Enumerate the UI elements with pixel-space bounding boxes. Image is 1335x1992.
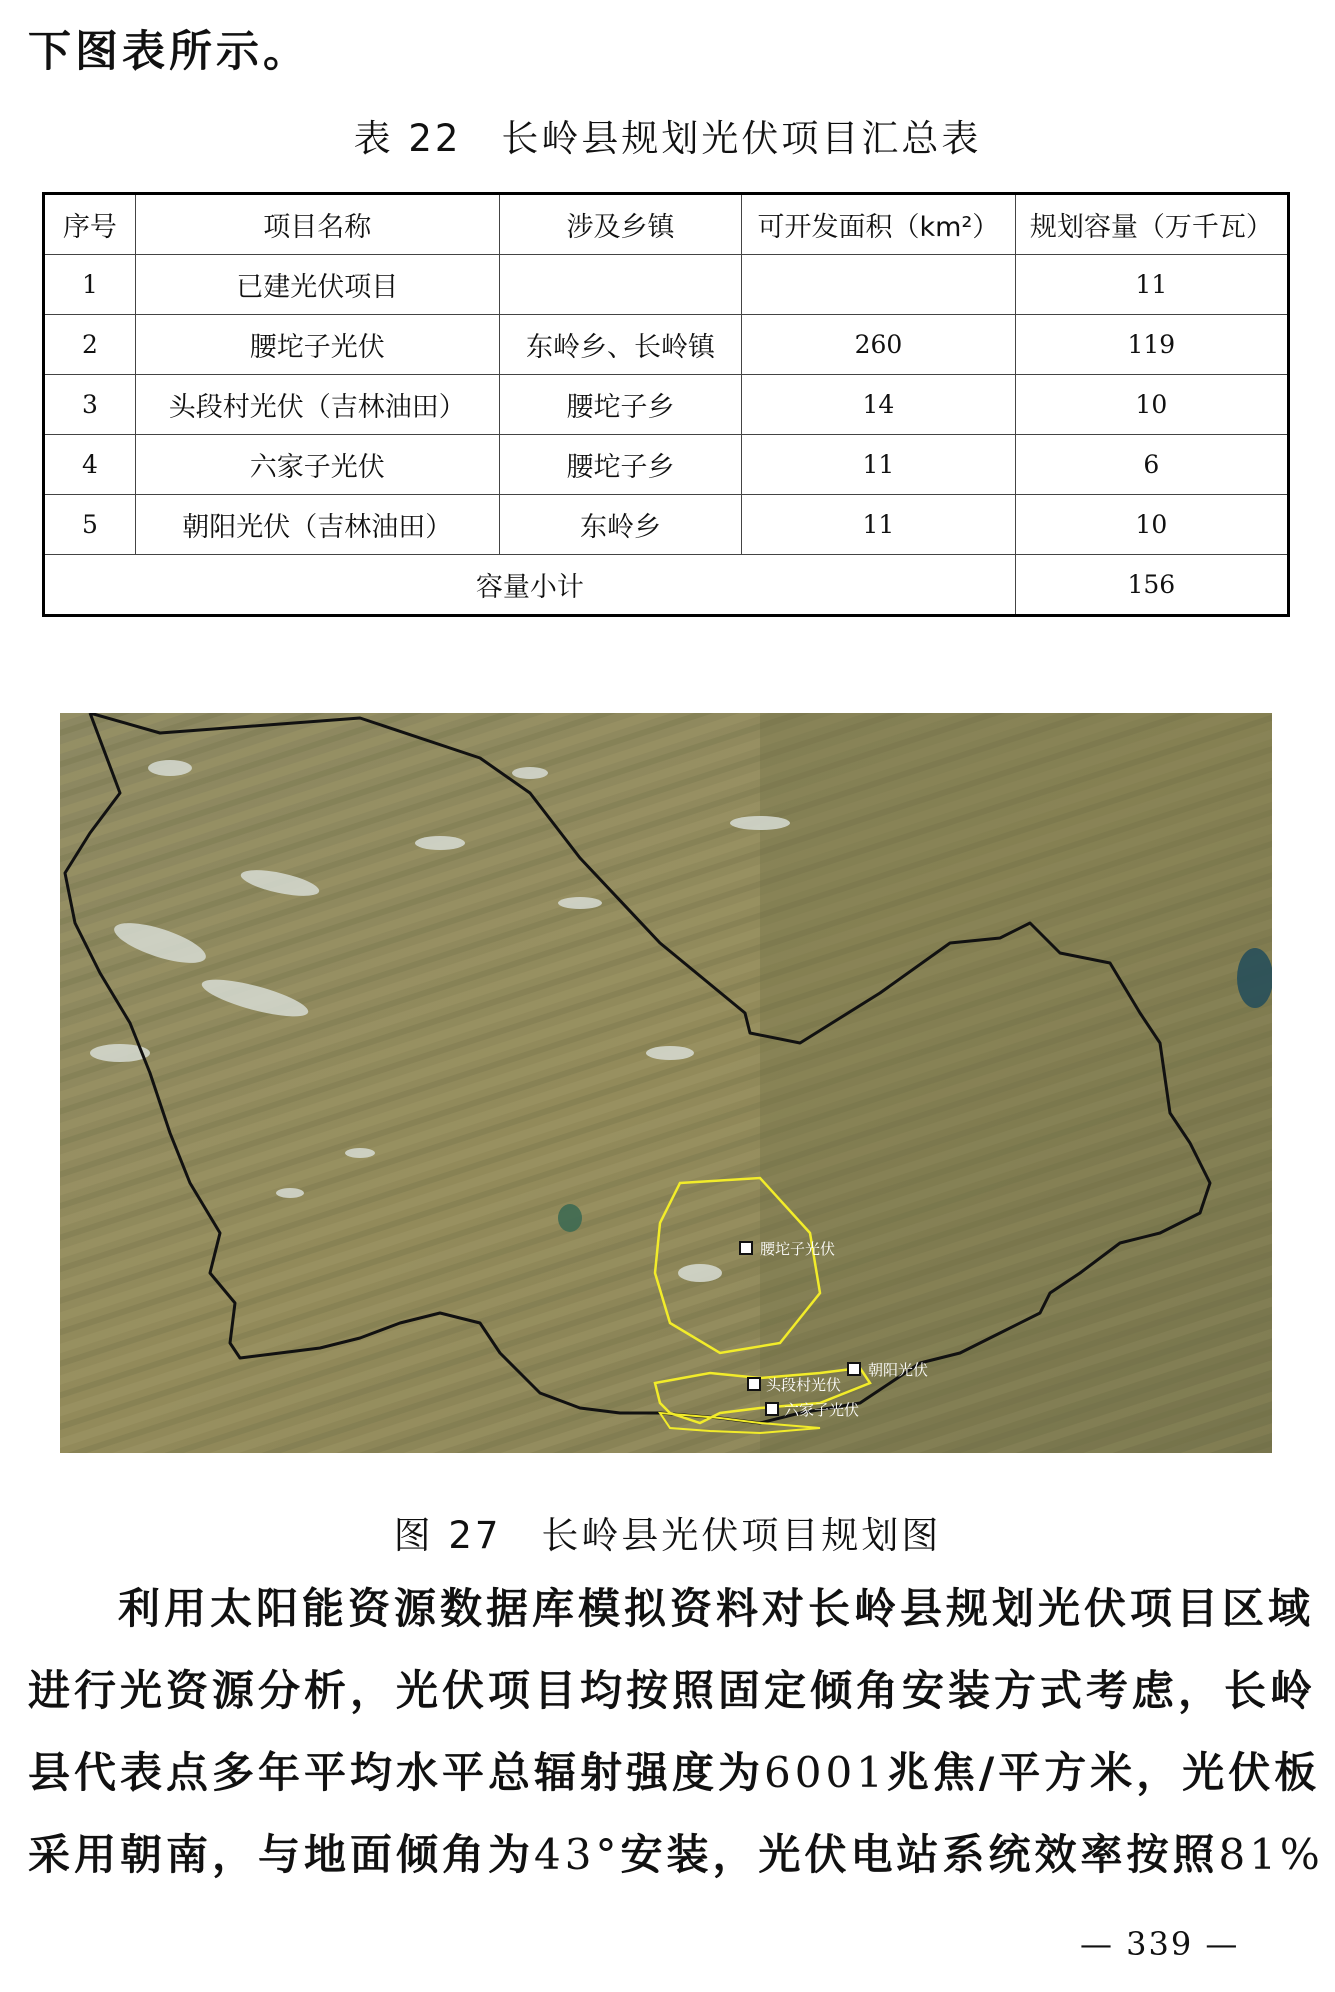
cell-capacity: 10 <box>1015 495 1288 555</box>
paragraph-line-3 <box>28 1732 1321 1814</box>
header-town: 涉及乡镇 <box>499 194 741 255</box>
cell-area <box>742 255 1015 315</box>
cell-name: 腰坨子光伏 <box>135 315 499 375</box>
cell-capacity: 11 <box>1015 255 1288 315</box>
subtotal-row <box>44 555 1289 616</box>
paragraph-line-1: 利用太阳能资源数据库模拟资料对长岭县规划光伏项目区域 <box>118 1584 1315 1633</box>
text-segment: 安装，光伏电站系统效率按照 <box>620 1830 1219 1879</box>
figure-caption: 图 27 长岭县光伏项目规划图 <box>393 1514 942 1557</box>
paragraph-line-4 <box>28 1814 1324 1896</box>
cell-name: 已建光伏项目 <box>135 255 499 315</box>
satellite-map <box>60 713 1272 1453</box>
cell-capacity: 10 <box>1015 375 1288 435</box>
cell-area: 260 <box>742 315 1015 375</box>
table-row <box>44 375 1289 435</box>
liujiazi-label: 六家子光伏 <box>784 1401 860 1419</box>
subtotal-label: 容量小计 <box>44 555 1016 616</box>
paragraph-line-2: 进行光资源分析，光伏项目均按照固定倾角安装方式考虑，长岭 <box>28 1666 1317 1715</box>
cell-town: 腰坨子乡 <box>499 435 741 495</box>
cell-town: 东岭乡、长岭镇 <box>499 315 741 375</box>
cell-no: 4 <box>44 435 136 495</box>
text-segment: 兆焦/平方米，光伏板 <box>886 1748 1321 1797</box>
cell-capacity: 119 <box>1015 315 1288 375</box>
cell-capacity: 6 <box>1015 435 1288 495</box>
cell-no: 1 <box>44 255 136 315</box>
body-paragraph <box>28 1568 1324 1896</box>
cell-name: 六家子光伏 <box>135 435 499 495</box>
toudancun-label: 头段村光伏 <box>766 1376 842 1394</box>
yaotuozi-label: 腰坨子光伏 <box>760 1240 836 1258</box>
subtotal-value: 156 <box>1015 555 1288 616</box>
cell-area: 11 <box>742 435 1015 495</box>
table-row <box>44 255 1289 315</box>
table-row <box>44 435 1289 495</box>
table-caption: 表 22 长岭县规划光伏项目汇总表 <box>353 117 982 160</box>
header-area: 可开发面积（km²） <box>742 194 1015 255</box>
text-segment: 采用朝南，与地面倾角为 <box>28 1830 535 1879</box>
table-header-row <box>44 194 1289 255</box>
solar-projects-table <box>42 192 1290 617</box>
chaoyang-label: 朝阳光伏 <box>868 1361 929 1379</box>
tilt-angle-value: 43° <box>534 1830 621 1879</box>
table-row <box>44 495 1289 555</box>
cell-name: 朝阳光伏（吉林油田） <box>135 495 499 555</box>
header-no: 序号 <box>44 194 136 255</box>
efficiency-value: 81% <box>1218 1830 1324 1879</box>
cell-area: 14 <box>742 375 1015 435</box>
cell-town: 腰坨子乡 <box>499 375 741 435</box>
cell-no: 2 <box>44 315 136 375</box>
irradiance-value: 6001 <box>764 1748 887 1797</box>
intro-text: 下图表所示。 <box>28 27 310 77</box>
text-segment: 县代表点多年平均水平总辐射强度为 <box>28 1748 765 1797</box>
cell-name: 头段村光伏（吉林油田） <box>135 375 499 435</box>
page-number: — 339 — <box>1080 1925 1240 1963</box>
header-capacity: 规划容量（万千瓦） <box>1015 194 1288 255</box>
cell-town <box>499 255 741 315</box>
cell-no: 5 <box>44 495 136 555</box>
cell-area: 11 <box>742 495 1015 555</box>
cell-town: 东岭乡 <box>499 495 741 555</box>
header-name: 项目名称 <box>135 194 499 255</box>
table-row <box>44 315 1289 375</box>
cell-no: 3 <box>44 375 136 435</box>
